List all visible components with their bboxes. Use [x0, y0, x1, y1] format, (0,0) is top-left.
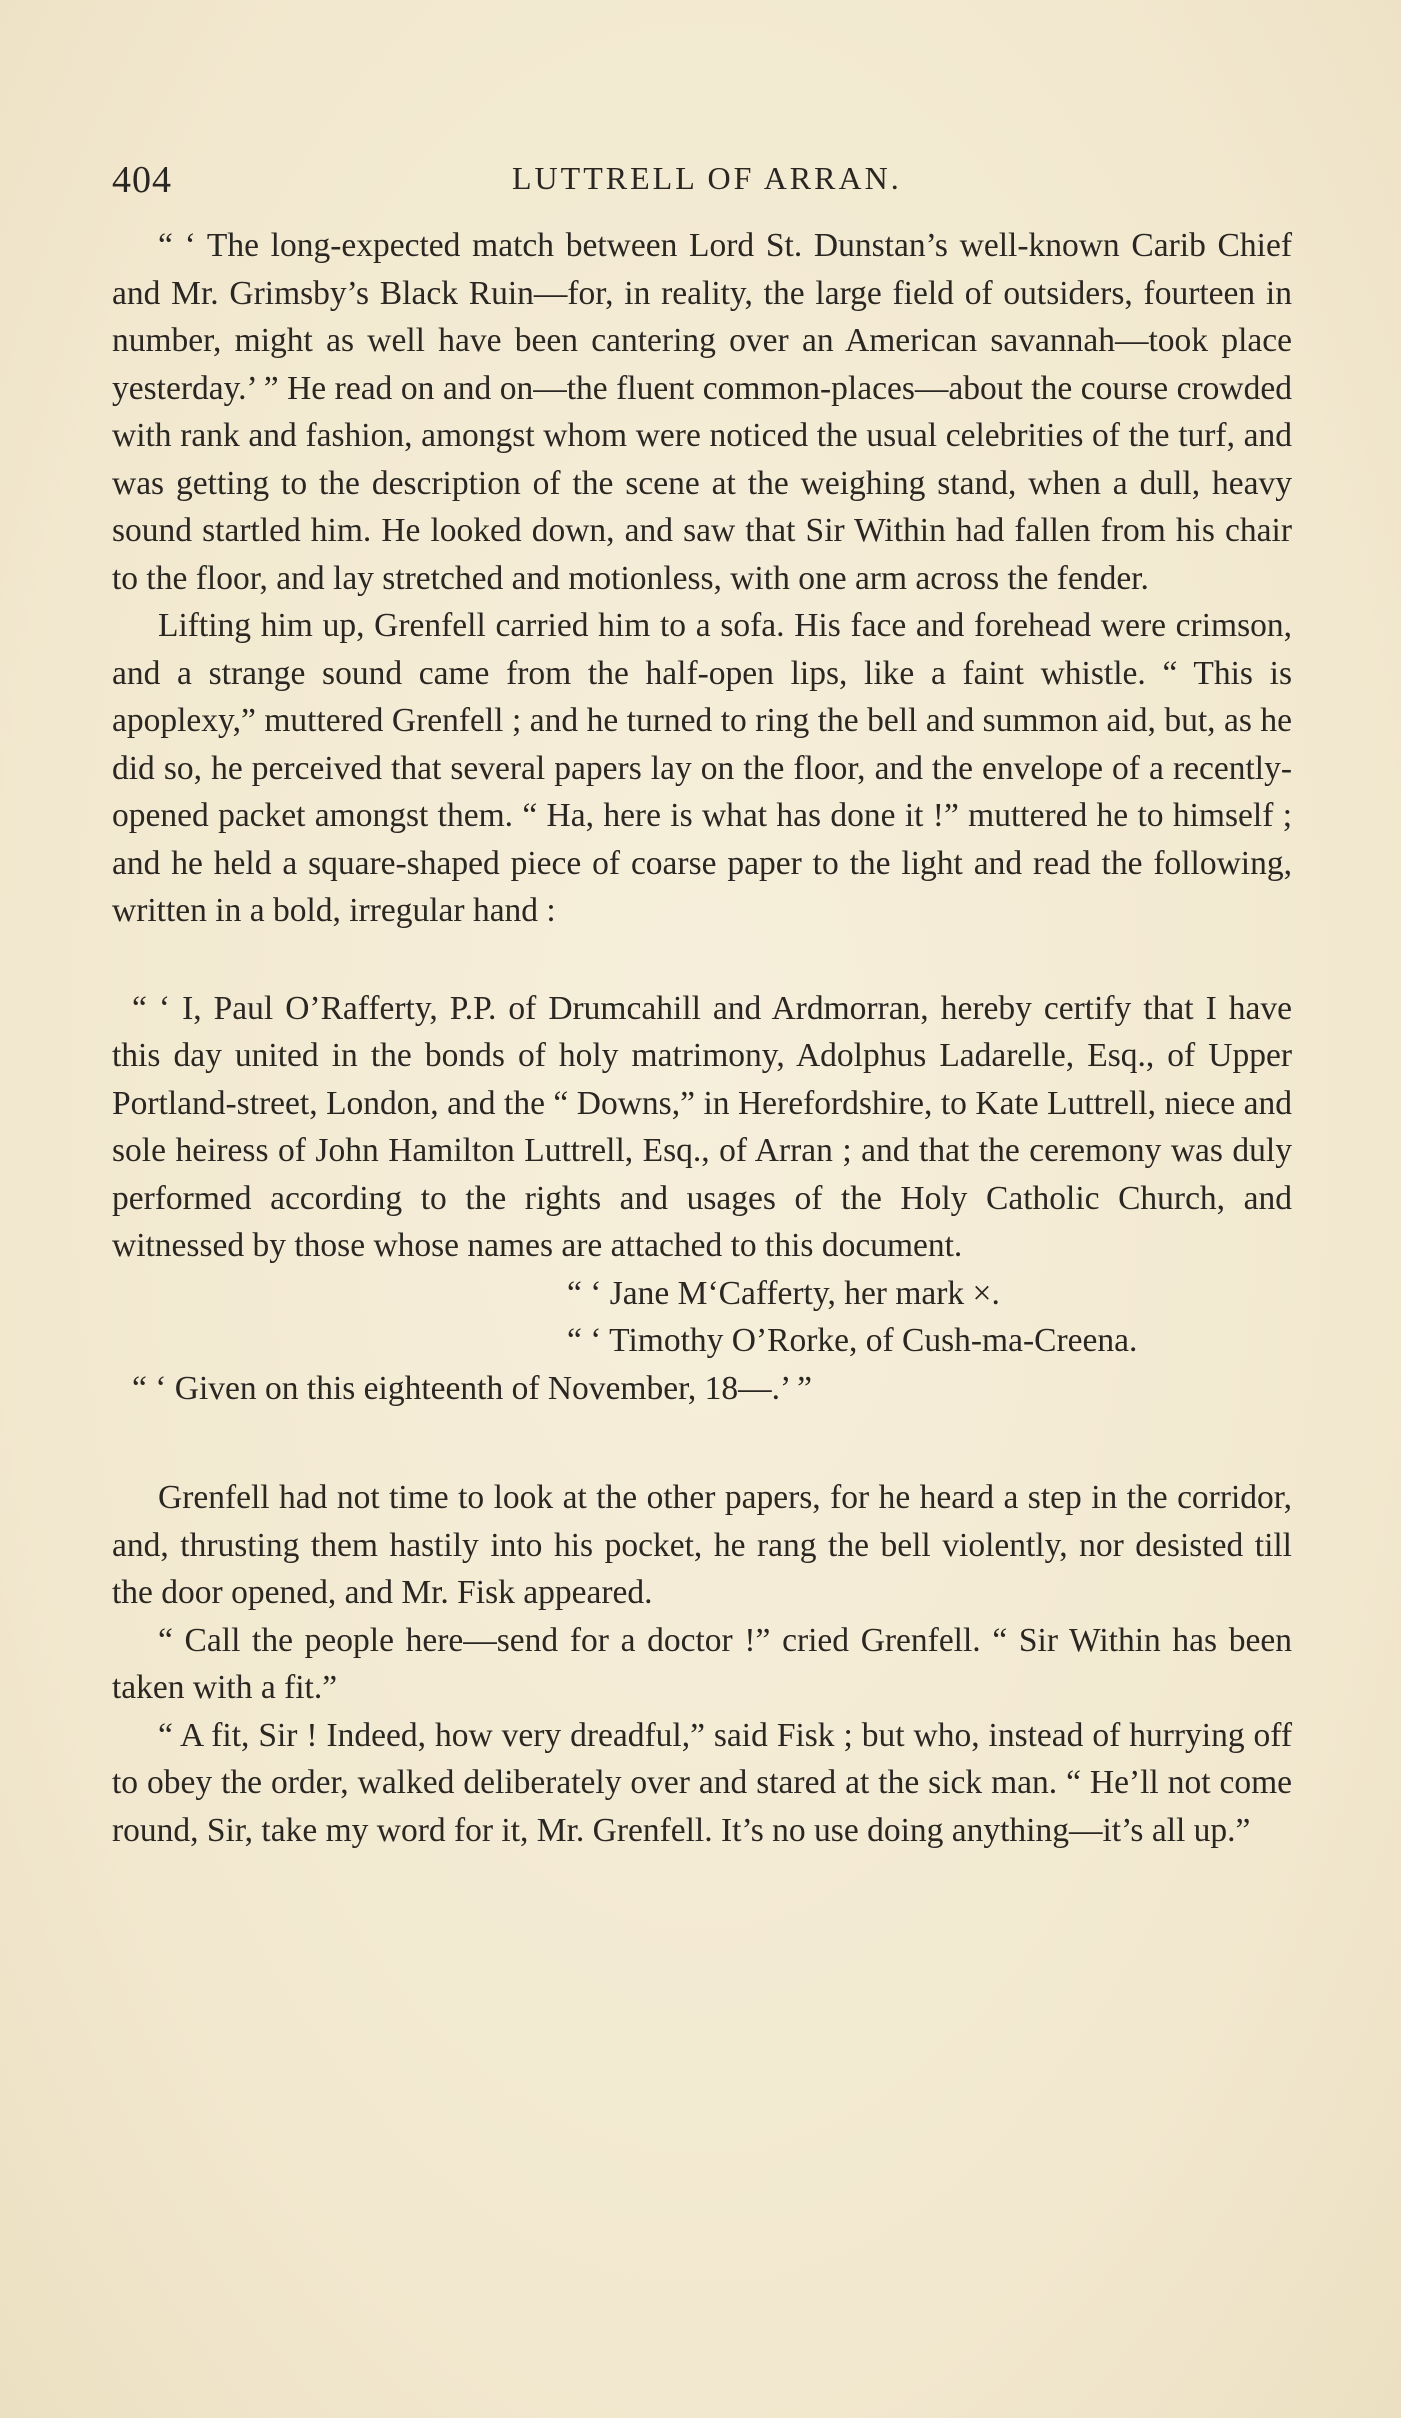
- paragraph: Grenfell had not time to look at the other papers, for he heard a step in the corridor, and, thrusting them hastily into his pocket, he rang the bell violently, nor desisted till the door opened, and Mr. Fisk appeared.: [112, 1479, 1292, 1611]
- witness-jane: “ ‘ Jane M‘Cafferty, her mark ×.: [567, 1274, 1000, 1312]
- section-gap: [112, 1412, 1292, 1474]
- certificate-text: “ ‘ I, Paul O’Rafferty, P.P. of Drumcahill and Ardmorran, hereby certify that I have this day united in the bonds of holy matrimony, Adolphus Ladarelle, Esq., of Upper Portland-street, London, and the “ Downs,” in Herefordshire, to Kate Luttrell, niece and sole heiress of John Hamilton Luttrell, Esq., of Arran ; and that the ceremony was duly performed according to the rights and usages of the Holy Catholic Church, and witnessed by those whose names are attached to this document.: [112, 989, 1292, 1264]
- page-body: [112, 222, 1292, 1854]
- paragraph: “ Call the people here—send for a doctor !” cried Grenfell. “ Sir Within has been taken with a fit.”: [112, 1621, 1292, 1706]
- certificate-quote: [112, 985, 1292, 1413]
- section-gap: [112, 935, 1292, 985]
- paragraph: “ A fit, Sir ! Indeed, how very dreadful,” said Fisk ; but who, instead of hurrying off to obey the order, walked deliberately over and stared at the sick man. “ He’ll not come round, Sir, take my word for it, Mr. Grenfell. It’s no use doing anything—it’s all up.”: [112, 1716, 1292, 1849]
- running-title: LUTTRELL OF ARRAN.: [512, 160, 902, 196]
- running-head: [112, 158, 1292, 202]
- paragraph: Lifting him up, Grenfell carried him to a sofa. His face and forehead were crimson, and a strange sound came from the half-open lips, like a faint whistle. “ This is apoplexy,” muttered Grenfell ; and he turned to ring the bell and summon aid, but, as he did so, he perceived that several papers lay on the floor, and the envelope of a recently-opened packet amongst them. “ Ha, here is what has done it !” muttered he to himself ; and he held a square-shaped piece of coarse paper to the light and read the following, written in a bold, irregular hand :: [112, 607, 1292, 929]
- certificate-date: “ ‘ Given on this eighteenth of November, 18—.’ ”: [132, 1369, 812, 1407]
- page-number: 404: [112, 159, 172, 201]
- paragraph: “ ‘ The long-expected match between Lord St. Dunstan’s well-known Carib Chief and Mr. Grimsby’s Black Ruin—for, in reality, the large field of outsiders, fourteen in number, might as well have been cantering over an American savannah—took place yesterday.’ ” He read on and on—the fluent common-places—about the course crowded with rank and fashion, amongst whom were noticed the usual celebrities of the turf, and was getting to the description of the scene at the weighing stand, when a dull, heavy sound startled him. He looked down, and saw that Sir Within had fallen from his chair to the floor, and lay stretched and motionless, with one arm across the fender.: [112, 227, 1292, 597]
- witness-timothy: “ ‘ Timothy O’Rorke, of Cush-ma-Creena.: [567, 1322, 1138, 1359]
